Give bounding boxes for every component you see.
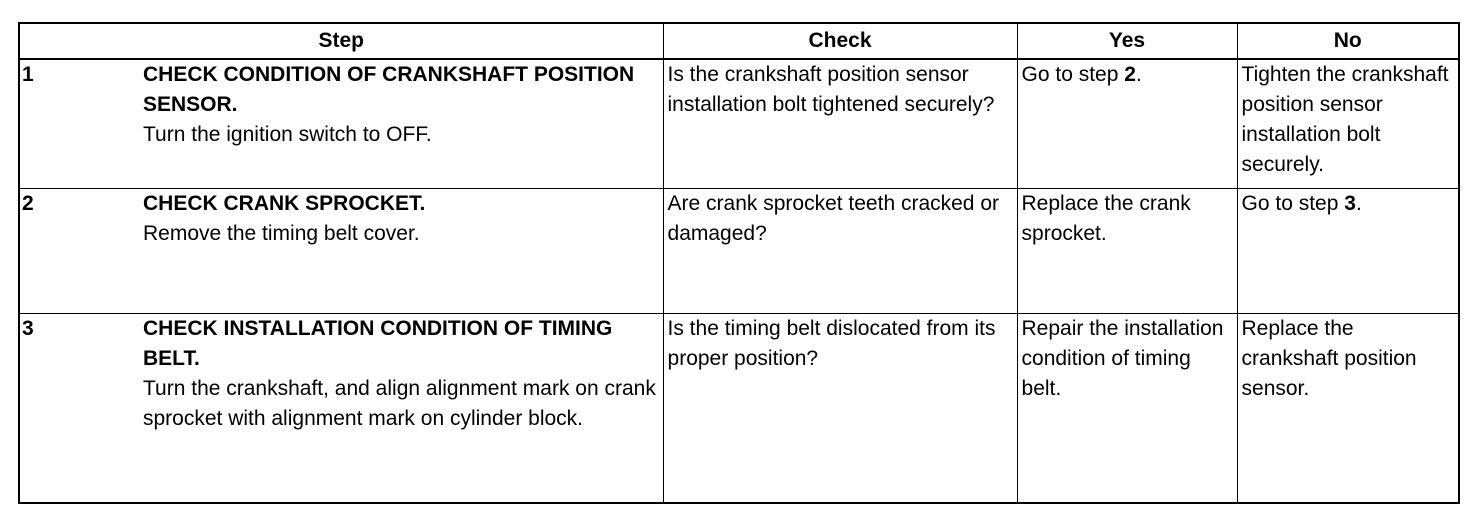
yes-cell <box>1017 314 1237 504</box>
no-end: . <box>1355 192 1362 215</box>
yes-step-ref: 2 <box>1124 63 1136 86</box>
step-number: 3 <box>19 314 141 504</box>
yes-text: Go to step <box>1021 63 1125 86</box>
yes-end: . <box>1135 63 1142 86</box>
no-text: Tighten the crankshaft position sensor installation bolt securely. <box>1241 63 1449 176</box>
step-cell <box>141 314 663 504</box>
check-cell: Are crank sprocket teeth cracked or damaged? <box>663 189 1017 314</box>
table-row <box>19 314 1459 504</box>
no-cell <box>1237 59 1459 189</box>
step-number: 1 <box>19 59 141 189</box>
step-action: Remove the timing belt cover. <box>143 222 420 245</box>
check-cell: Is the timing belt dislocated from its proper position? <box>663 314 1017 504</box>
table-row <box>19 189 1459 314</box>
step-title: CHECK CONDITION OF CRANKSHAFT POSITION SENSOR. <box>143 63 635 116</box>
header-step: Step <box>19 23 663 59</box>
yes-text: Replace the crank sprocket. <box>1021 192 1191 245</box>
no-text: Replace the crankshaft position sensor. <box>1241 317 1417 400</box>
no-step-ref: 3 <box>1344 192 1356 215</box>
yes-cell <box>1017 59 1237 189</box>
step-cell <box>141 59 663 189</box>
no-text: Go to step <box>1241 192 1345 215</box>
table-row <box>19 59 1459 189</box>
step-title: CHECK CRANK SPROCKET. <box>143 192 426 215</box>
header-check: Check <box>663 23 1017 59</box>
header-row <box>19 23 1459 59</box>
no-cell <box>1237 189 1459 314</box>
yes-cell <box>1017 189 1237 314</box>
check-cell: Is the crankshaft position sensor installation bolt tightened securely? <box>663 59 1017 189</box>
step-action: Turn the crankshaft, and align alignment mark on crank sprocket with alignment mark on cylinder block. <box>143 377 656 430</box>
step-title: CHECK INSTALLATION CONDITION OF TIMING BELT. <box>143 317 613 370</box>
yes-text: Repair the installation condition of timing belt. <box>1021 317 1224 400</box>
header-yes: Yes <box>1017 23 1237 59</box>
diagnostic-table <box>18 22 1460 504</box>
step-cell <box>141 189 663 314</box>
step-number: 2 <box>19 189 141 314</box>
no-cell <box>1237 314 1459 504</box>
header-no: No <box>1237 23 1459 59</box>
step-action: Turn the ignition switch to OFF. <box>143 123 432 146</box>
